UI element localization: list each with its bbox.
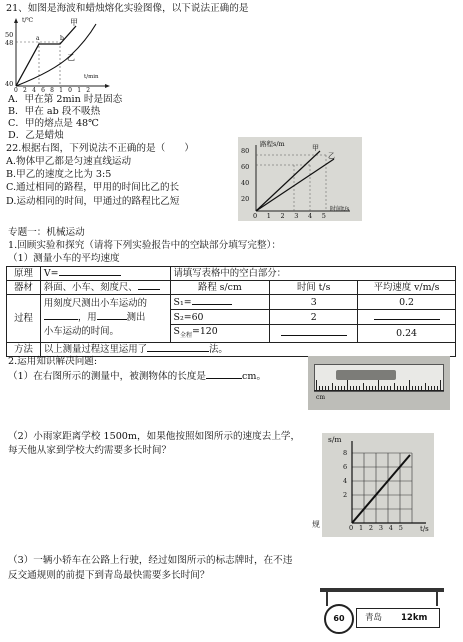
topic-sub1-1: （1）测量小车的平均速度 bbox=[8, 253, 120, 264]
sign-post-right bbox=[436, 592, 438, 606]
q22-title: 22.根据右图，下列说法不正确的是（ ） bbox=[6, 143, 194, 154]
q2-1-text-a: （1）在右图所示的测量中，被测物体的长度是 bbox=[8, 371, 206, 382]
process-blank-2[interactable] bbox=[97, 319, 127, 320]
equipment-cell bbox=[40, 281, 170, 295]
s1-speed: 0.2 bbox=[358, 295, 456, 310]
s-total-speed: 0.24 bbox=[358, 325, 456, 343]
ruler-unit: cm bbox=[316, 394, 326, 401]
measured-object bbox=[336, 370, 396, 380]
equipment-items: 斜面、小车、刻度尺、 bbox=[43, 282, 138, 293]
process-line-3: 小车运动的时间。 bbox=[43, 326, 119, 338]
ruler-tick bbox=[369, 386, 370, 390]
s-total-value: =120 bbox=[191, 326, 218, 337]
ruler-tick bbox=[378, 380, 379, 390]
sign-distance: 12km bbox=[401, 613, 428, 623]
q22-y-tick-80: 80 bbox=[241, 147, 250, 155]
ruler-tick bbox=[431, 386, 432, 390]
ruler-tick bbox=[319, 386, 320, 390]
process-line-2a: ，用 bbox=[77, 312, 97, 324]
ruler-tick bbox=[363, 383, 364, 390]
ruler-tick bbox=[341, 386, 342, 390]
col-time-header: 时间 t/s bbox=[270, 281, 358, 295]
ruler-tick bbox=[418, 386, 419, 390]
s-total-time-blank[interactable] bbox=[281, 335, 347, 336]
ruler-tick bbox=[366, 386, 367, 390]
ruler-tick bbox=[372, 386, 373, 390]
topic-title: 专题一：机械运动 bbox=[8, 227, 85, 238]
ruler-tick bbox=[400, 386, 401, 390]
ruler-tick bbox=[434, 386, 435, 390]
equipment-blank[interactable] bbox=[138, 289, 160, 290]
ruler-tick bbox=[412, 386, 413, 390]
ruler-tick bbox=[387, 386, 388, 390]
q21-option-c: C．甲的熔点是 48℃ bbox=[8, 118, 99, 129]
topic-sub1: 1.回顾实验和探究（请将下列实验报告中的空缺部分填写完整）： bbox=[8, 240, 281, 251]
q2-1-text bbox=[8, 371, 266, 383]
q22-label-yi: 乙 bbox=[328, 152, 335, 160]
s1-label: S₁= bbox=[173, 296, 192, 308]
row-method-label: 方法 bbox=[7, 342, 41, 356]
row-process-label: 过程 bbox=[7, 295, 41, 343]
st-x-label: t/s bbox=[420, 525, 429, 533]
ruler-tick bbox=[440, 380, 441, 390]
distance-sign bbox=[356, 608, 440, 628]
ruler-tick bbox=[359, 386, 360, 390]
st-graph-photo bbox=[312, 433, 434, 537]
ruler-tick bbox=[322, 386, 323, 390]
ruler-tick bbox=[375, 386, 376, 390]
q21-tick-48: 48 bbox=[5, 39, 14, 47]
sign-place: 青岛 bbox=[365, 613, 383, 623]
s-total-cell bbox=[170, 325, 270, 343]
q22-option-d: D.运动相同的时间，甲通过的路程比乙短 bbox=[6, 196, 180, 207]
ruler-tick bbox=[406, 386, 407, 390]
ruler-tick bbox=[356, 386, 357, 390]
s2-label: S₂=60 bbox=[170, 310, 270, 325]
ruler-tick bbox=[425, 383, 426, 390]
ruler-tick bbox=[415, 386, 416, 390]
q21-label-yi: 乙 bbox=[67, 53, 75, 62]
principle-cell bbox=[40, 267, 170, 281]
process-blank-1[interactable] bbox=[44, 319, 78, 320]
q22-y-tick-40: 40 bbox=[241, 179, 250, 187]
s1-time: 3 bbox=[270, 295, 358, 310]
principle-formula: V= bbox=[43, 268, 59, 279]
q21-label-jia: 甲 bbox=[70, 18, 78, 27]
table-row bbox=[7, 342, 456, 356]
ruler-tick bbox=[335, 386, 336, 390]
table-row bbox=[7, 267, 456, 281]
st-y-tick-8: 8 bbox=[343, 449, 348, 457]
q22-y-label: 路程s/m bbox=[260, 140, 285, 148]
q22-label-jia: 甲 bbox=[312, 144, 319, 152]
q21-x-ticks: 024681012 bbox=[14, 87, 96, 94]
st-side-char: 规 bbox=[312, 520, 320, 529]
s1-cell bbox=[170, 295, 270, 310]
ruler-tick bbox=[332, 383, 333, 390]
s2-time: 2 bbox=[270, 310, 358, 325]
ruler-tick bbox=[390, 386, 391, 390]
q22-option-c: C.通过相同的路程，甲用的时间比乙的长 bbox=[6, 182, 180, 193]
ruler-tick bbox=[325, 386, 326, 390]
row-principle-label: 原理 bbox=[7, 267, 41, 281]
principle-blank[interactable] bbox=[59, 275, 121, 276]
q2-2-line1: （2）小雨家距离学校 1500m，如果他按照如图所示的速度去上学， bbox=[8, 431, 301, 442]
q21-label-b: b bbox=[60, 35, 64, 42]
q21-option-b: B．甲在 ab 段不吸热 bbox=[8, 106, 101, 117]
col-distance-header: 路程 s/cm bbox=[170, 281, 270, 295]
sign-gantry-bar bbox=[320, 588, 444, 592]
ruler-tick bbox=[338, 386, 339, 390]
sign-post-left bbox=[326, 592, 328, 606]
col-speed-header: 平均速度 v/m/s bbox=[358, 281, 456, 295]
traffic-sign-figure bbox=[318, 584, 446, 638]
speed-limit-sign: 60 bbox=[324, 604, 354, 634]
q2-1-text-b: cm。 bbox=[241, 371, 267, 382]
ruler-tick bbox=[350, 386, 351, 390]
st-y-tick-6: 6 bbox=[343, 463, 348, 471]
st-x-ticks: 012345 bbox=[349, 524, 409, 532]
q22-y-tick-60: 60 bbox=[241, 163, 250, 171]
ruler-tick bbox=[344, 386, 345, 390]
method-text-b: 法。 bbox=[209, 343, 228, 355]
table-prompt: 请填写表格中的空白部分： bbox=[170, 267, 455, 281]
q21-option-d: D．乙是蜡烛 bbox=[8, 130, 64, 141]
ruler-tick bbox=[384, 386, 385, 390]
ruler-baseline bbox=[314, 390, 444, 391]
s-total-prefix: S bbox=[173, 326, 180, 337]
ruler-tick bbox=[381, 386, 382, 390]
s-total-sub: 全程 bbox=[179, 331, 192, 339]
q2-1-blank[interactable] bbox=[206, 378, 242, 379]
s2-speed-cell bbox=[358, 310, 456, 325]
q21-melting-graph bbox=[4, 16, 112, 94]
st-y-tick-4: 4 bbox=[343, 477, 348, 485]
row-equipment-label: 器材 bbox=[7, 281, 41, 295]
ruler-tick bbox=[353, 386, 354, 390]
q21-y-unit: t/℃ bbox=[22, 17, 34, 24]
q2-3-line2: 反交通规则的前提下到青岛最快需要多长时间？ bbox=[8, 570, 210, 581]
ruler-tick bbox=[394, 383, 395, 390]
ruler-photo bbox=[308, 356, 450, 410]
s-total-time-cell bbox=[270, 325, 358, 343]
q21-option-a: A．甲在第 2min 时是固态 bbox=[8, 94, 123, 105]
q2-3-line1: （3）一辆小轿车在公路上行驶，经过如图所示的标志牌时，在不违 bbox=[8, 555, 293, 566]
q22-y-tick-20: 20 bbox=[241, 195, 250, 203]
table-row bbox=[7, 295, 456, 310]
topic-sub2: 2.运用知识解决问题: bbox=[8, 356, 98, 367]
q21-x-unit: t/min bbox=[84, 74, 99, 80]
q21-tick-40: 40 bbox=[5, 80, 14, 88]
process-line-2b: 测出 bbox=[126, 312, 146, 324]
ruler-tick bbox=[421, 386, 422, 390]
method-blank[interactable] bbox=[147, 351, 209, 352]
q22-option-b: B.甲乙的速度之比为 3:5 bbox=[6, 169, 112, 180]
q22-x-label: 时间t/s bbox=[330, 206, 350, 213]
ruler-tick bbox=[437, 386, 438, 390]
process-description bbox=[40, 295, 170, 343]
q21-title: 21、如图是海波和蜡烛熔化实验图像，以下说法正确的是 bbox=[6, 3, 249, 14]
ruler-tick bbox=[316, 380, 317, 390]
process-line-1: 用刻度尺测出小车运动的 bbox=[43, 298, 148, 310]
table-row bbox=[7, 281, 456, 295]
ruler-tick bbox=[397, 386, 398, 390]
ruler-tick bbox=[403, 386, 404, 390]
ruler-tick bbox=[409, 380, 410, 390]
q21-tick-50: 50 bbox=[5, 31, 14, 39]
st-y-tick-2: 2 bbox=[343, 491, 348, 499]
ruler-tick bbox=[428, 386, 429, 390]
s1-blank[interactable] bbox=[192, 304, 232, 305]
s2-speed-blank[interactable] bbox=[374, 319, 440, 320]
ruler-tick bbox=[347, 380, 348, 390]
q22-x-ticks: 012345 bbox=[253, 212, 336, 220]
method-text-a: 以上测量过程这里运用了 bbox=[43, 343, 148, 355]
q21-label-a: a bbox=[36, 35, 40, 42]
experiment-report-table bbox=[6, 266, 456, 357]
st-y-label: s/m bbox=[328, 435, 342, 444]
q2-2-line2: 每天他从家到学校大约需要多长时间？ bbox=[8, 445, 172, 456]
q22-distance-time-photo bbox=[238, 137, 362, 221]
method-cell bbox=[40, 342, 455, 356]
q22-option-a: A.物体甲乙都是匀速直线运动 bbox=[6, 156, 132, 167]
ruler-tick bbox=[328, 386, 329, 390]
